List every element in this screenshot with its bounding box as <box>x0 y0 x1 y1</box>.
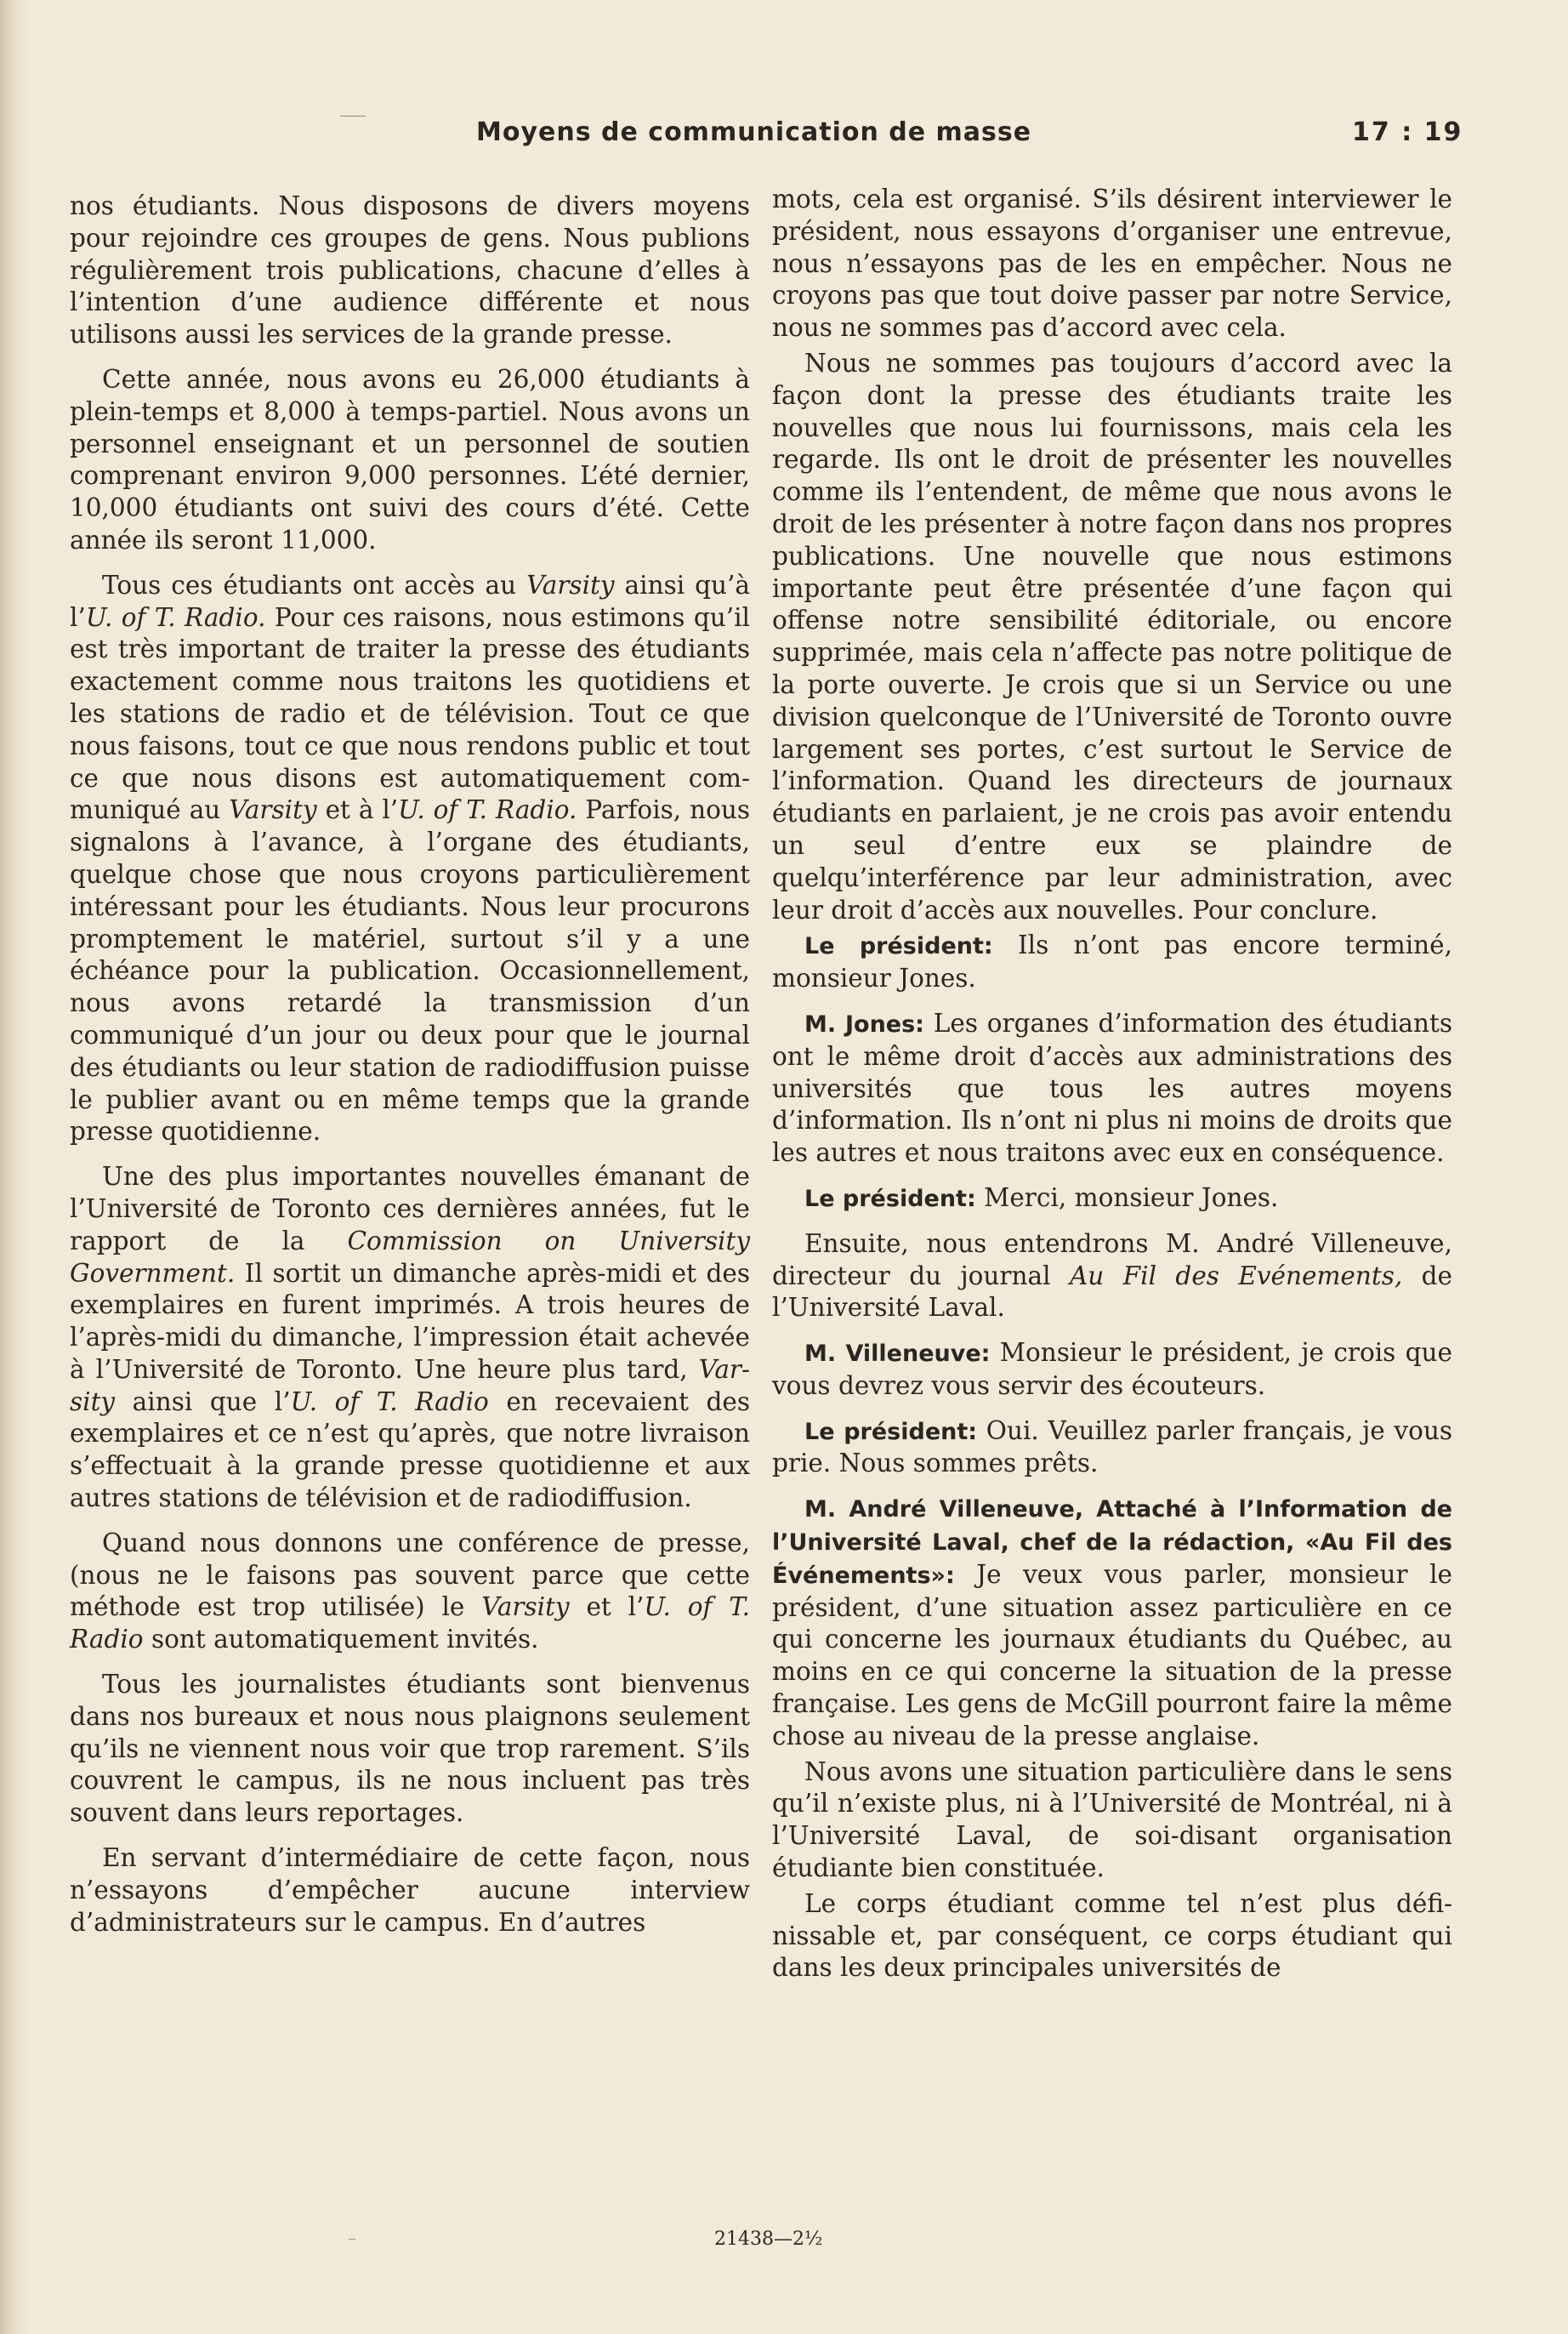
text-run: Une des plus importantes nouvelles émanant de l’Université de Toronto ces dernières années, fut le rapport de la <box>70 1162 750 1255</box>
right-column <box>772 184 1452 1997</box>
italic-title: U. of T. Radio <box>70 1592 750 1654</box>
binding-edge <box>0 0 29 2334</box>
italic-title: Varsity <box>526 570 615 600</box>
text-run: Quand nous donnons une conférence de presse, (nous ne le faisons pas souvent parce que cette méthode est trop utilisée) le <box>70 1528 750 1622</box>
paragraph: Tous les journalistes étudiants sont bienvenus dans nos bureaux et nous nous plaignons seulement qu’ils ne viennent nous voir que trop rarement. S’ils couvrent le campus, ils ne nous incluent pas très souvent dans leurs reportages. <box>70 1670 750 1828</box>
speaker-name: M. Villeneuve: <box>804 1341 991 1368</box>
speech-paragraph <box>772 930 1452 995</box>
speech-text: Oui. Veuillez parler français, je vous prie. Nous sommes prêts. <box>772 1415 1452 1478</box>
speech-text: Je veux vous parler, monsieur le président, d’une situation assez particulière en ce qui concerne les journaux étudiants du Québec, au moins en ce qui concerne la situation de la presse française. Les gens de McGill pourront faire la même chose au niveau de la presse anglaise. <box>772 1559 1452 1750</box>
speech-paragraph <box>772 1493 1452 1752</box>
paragraph <box>772 1228 1452 1324</box>
speaker-name: M. Jones: <box>804 1010 924 1038</box>
paragraph: Nous avons une situation particulière dans le sens qu’il n’existe plus, ni à l’Université de Montréal, ni à l’Université Laval, de soi-disant organisation étudiante bien constituée. <box>772 1756 1452 1883</box>
speech-paragraph <box>772 1415 1452 1481</box>
text-run: et l’ <box>569 1592 645 1622</box>
page-number: 17 : 19 <box>1352 117 1463 147</box>
text-run: sont automatiquement invités. <box>143 1625 539 1654</box>
speaker-name: Le président: <box>804 1185 976 1212</box>
paragraph <box>70 570 750 1148</box>
text-run: Il sortit un dimanche après-midi et des exemplaires en furent imprimés. A trois heures de l’après-midi du dimanche, l’impression était achevée à l’Université de Toronto. Une heure plus tard, <box>70 1258 750 1384</box>
paragraph: Cette année, nous avons eu 26,000 étudiants à plein-temps et 8,000 à temps-partiel. Nous avons un personnel enseignant et un personnel de soutien comprenant environ 9,000 personnes. L’été dernier, 10,000 étudiants ont suivi des cours d’été. Cette année ils seront 11,000. <box>70 364 750 555</box>
footer-dash <box>349 2239 355 2240</box>
paragraph: Nous ne sommes pas toujours d’accord avec la façon dont la presse des étudiants traite les nouvelles que nous lui fournissons, mais cela les regarde. Ils ont le droit de présenter les nouvelles comme ils l’entendent, de même que nous avons le droit de les présenter à notre façon dans nos propres publications. Une nouvelle que nous estimons importante peut être présentée d’une façon qui offense notre sensibilité éditoriale, ou encore supprimée, mais cela n’affecte pas notre politique de la porte ouverte. Je crois que si un Service ou une division quelconque de l’Université de Toronto ouvre largement ses portes, c’est surtout le Service de l’information. Quand les directeurs de journaux étudiants en parlaient, je ne crois pas avoir entendu un seul d’entre eux se plaindre de quelqu’interférence par leur administration, avec leur droit d’accès aux nouvelles. Pour conclure. <box>772 348 1452 925</box>
text-run: et à l’ <box>316 795 399 825</box>
paragraph <box>70 1161 750 1515</box>
speech-text: Monsieur le président, je crois que vous devrez vous servir des écouteurs. <box>772 1338 1452 1400</box>
text-run: Parfois, nous signalons à l’avance, à l’organe des étudiants, quelque chose que nous croyons particulièrement intéressant pour les étudiants. Nous leur procurons promptement le matériel, surtout s’il y a une échéance pour la publication. Occasionnellement, nous avons retardé la transmission d’un communiqué d’un jour ou deux pour que le journal des étudiants ou leur station de radiodiffusion puisse le publier avant ou en même temps que la grande presse quotidienne. <box>70 795 750 1147</box>
speaker-name: Le président: <box>804 933 993 960</box>
italic-title: Varsity <box>481 1592 570 1622</box>
italic-title: Varsity <box>229 795 317 825</box>
italic-title: U. of T. Radio <box>290 1386 489 1416</box>
left-column <box>70 191 750 1951</box>
speech-paragraph <box>772 1337 1452 1403</box>
speech-text: Merci, monsieur Jones. <box>975 1182 1279 1212</box>
document-page <box>60 0 1505 2334</box>
paragraph: mots, cela est organisé. S’ils désirent interviewer le président, nous essayons d’organiser une entrevue, nous n’essayons pas de les en empêcher. Nous ne croyons pas que tout doive passer par notre Service, nous ne sommes pas d’accord avec cela. <box>772 185 1452 343</box>
speaker-name: M. André Villeneuve, Attaché à l’Information de l’Université Laval, chef de la rédaction, «Au Fil des Événements»: <box>772 1496 1452 1589</box>
text-run: Pour ces raisons, nous estimons qu’il est très important de traiter la presse des étudiants exactement comme nous traitons les quotidiens et les stations de radio et de télévision. Tout ce que nous faisons, tout ce que nous rendons public et tout ce que nous disons est automatiquement communiqué au <box>70 602 750 825</box>
speaker-name: Le président: <box>804 1418 978 1445</box>
paragraph: En servant d’intermédiaire de cette façon, nous n’essayons d’empêcher aucune interview d’administrateurs sur le campus. En d’autres <box>70 1843 750 1937</box>
italic-title: U. of T. Radio. <box>85 602 266 632</box>
text-run: en recevaient des exemplaires et ce n’est qu’après, que notre livraison s’effectuait à la grande presse quotidienne et aux autres stations de télévision et de radiodiffusion. <box>70 1386 750 1513</box>
italic-title: Au Fil des Evénements, <box>1069 1261 1403 1290</box>
italic-title: Varsity <box>70 1354 750 1416</box>
italic-title: U. of T. Radio. <box>398 795 577 825</box>
speech-paragraph <box>772 1008 1452 1170</box>
text-run: Tous ces étudiants ont accès au <box>102 570 527 600</box>
text-run: ainsi que l’ <box>115 1386 291 1416</box>
speech-text: Les organes d’information des étudiants ont le même droit d’accès aux administrations des universités que tous les autres moyens d’information. Ils n’ont ni plus ni moins de droits que les autres et nous traitons avec eux en conséquence. <box>772 1008 1452 1168</box>
text-run: Ensuite, nous entendrons M. André Villeneuve, directeur du journal <box>772 1228 1452 1290</box>
paragraph: nos étudiants. Nous disposons de divers moyens pour rejoindre ces groupes de gens. Nous publions régulièrement trois publications, chacune d’elles à l’intention d’une audience différente et nous utilisons aussi les services de la grande presse. <box>70 191 750 350</box>
speech-paragraph <box>772 1182 1452 1215</box>
italic-title: Commission on University Government. <box>70 1226 750 1288</box>
paragraph: Le corps étudiant comme tel n’est plus définissable et, par conséquent, ce corps étudiant qui dans les deux principales universités de <box>772 1888 1452 1983</box>
text-run: de l’Université Laval. <box>772 1261 1453 1323</box>
header-dash <box>340 116 366 117</box>
running-title: Moyens de communication de masse <box>476 117 1032 147</box>
printer-signature: 21438—2½ <box>714 2229 823 2250</box>
speech-text: Ils n’ont pas encore terminé, monsieur Jones. <box>772 931 1453 993</box>
paragraph <box>70 1528 750 1656</box>
text-run: ainsi qu’à l’ <box>70 570 751 632</box>
